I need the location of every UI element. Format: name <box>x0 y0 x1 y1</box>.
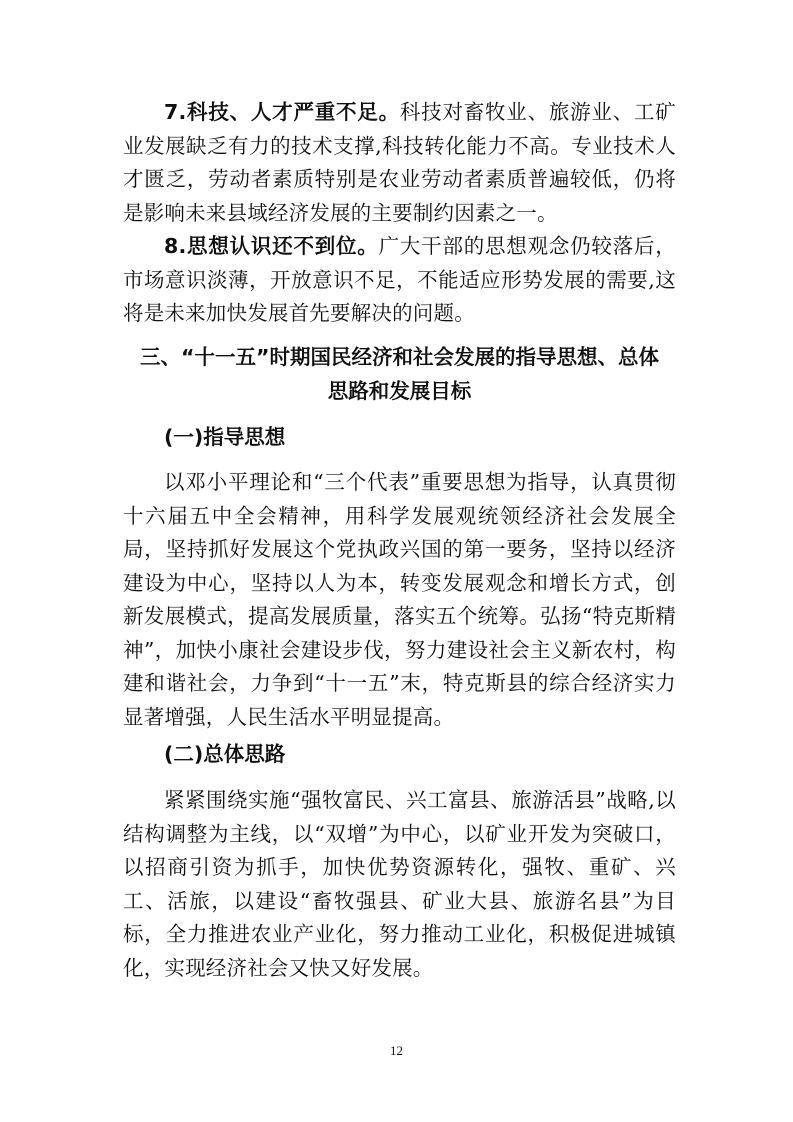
section-heading-line-1: 三、“十一五”时期国民经济和社会发展的指导思想、总体 <box>140 345 659 369</box>
page-number: 12 <box>390 1043 403 1058</box>
item-7-lead: 7.科技、人才严重不足。 <box>164 100 400 124</box>
item-8-text: 广大干部的思想观念仍较落后，市场意识淡薄，开放意识不足，不能适应形势发展的需要,这将是未来加快发展首先要解决的问题。 <box>123 234 676 325</box>
guiding-ideology-paragraph: 以邓小平理论和“三个代表”重要思想为指导，认真贯彻十六届五中全会精神，用科学发展观统领经济社会发展全局，坚持抓好发展这个党执政兴国的第一要务，坚持以经济建设为中心，坚持以人为本，转变发展观念和增长方式，创新发展模式，提高发展质量，落实五个统筹。弘扬“特克斯精神”，加快小康社会建设步伐，努力建设社会主义新农村，构建和谐社会，力争到“十一五”末，特克斯县的综合经济实力显著增强，人民生活水平明显提高。 <box>123 470 676 729</box>
paragraph-item-7 <box>123 96 676 230</box>
section-heading <box>123 340 676 408</box>
overall-approach-paragraph: 紧紧围绕实施“强牧富民、兴工富县、旅游活县”战略,以结构调整为主线，以“双增”为中心，以矿业开发为突破口，以招商引资为抓手，加快优势资源转化，强牧、重矿、兴工、活旅，以建设“畜牧强县、矿业大县、旅游名县”为目标，全力推进农业产业化，努力推动工业化，积极促进城镇化，实现经济社会又快又好发展。 <box>123 788 676 980</box>
section-heading-line-2: 思路和发展目标 <box>327 379 472 403</box>
overall-approach-heading: (二)总体思路 <box>164 742 286 766</box>
guiding-ideology-heading: (一)指导思想 <box>164 425 286 449</box>
item-7-text: 科技对畜牧业、旅游业、工矿业发展缺乏有力的技术支撑,科技转化能力不高。专业技术人才匮乏，劳动者素质特别是农业劳动者素质普遍较低，仍将是影响未来县域经济发展的主要制约因素之一。 <box>123 100 677 225</box>
paragraph-item-8 <box>123 230 676 331</box>
item-8-lead: 8.思想认识还不到位。 <box>164 234 379 258</box>
